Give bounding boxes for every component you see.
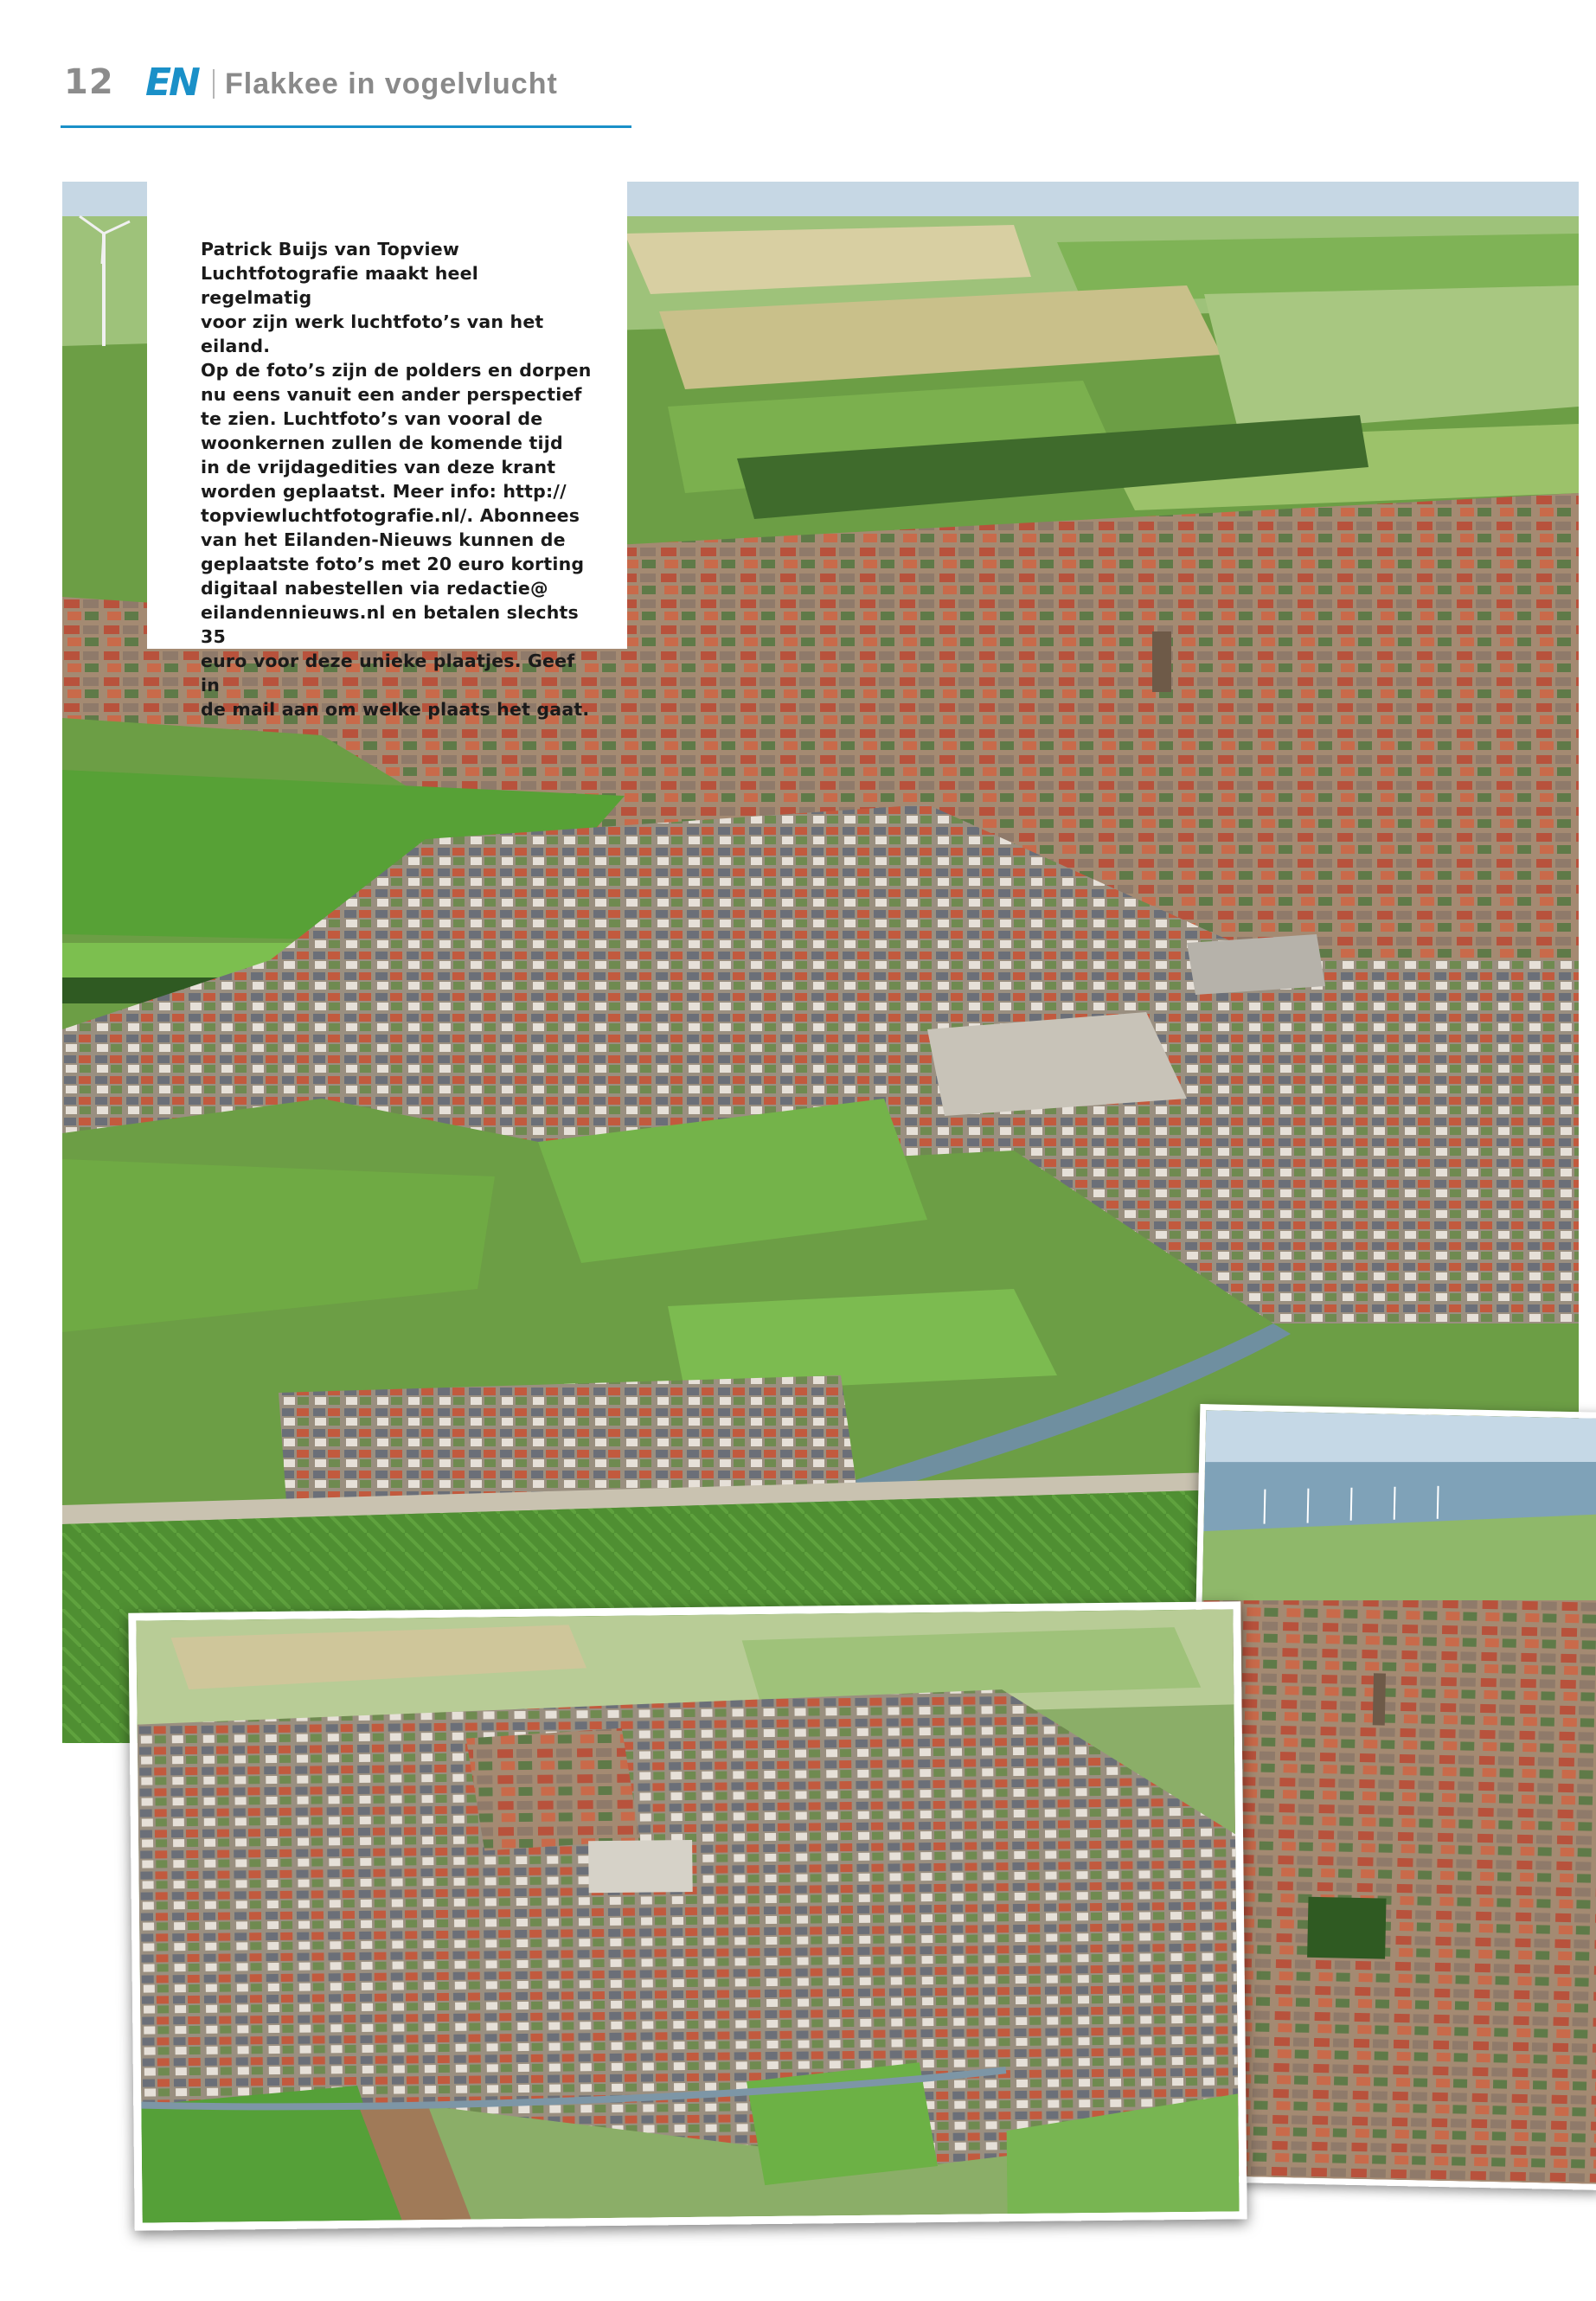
page-header [61,59,631,111]
caption-line: voor zijn werk luchtfoto’s van het eiland. [201,311,544,356]
caption-line: nu eens vanuit een ander perspectief [201,384,582,405]
caption-line: Patrick Buijs van Topview [201,239,459,260]
inset-photo-right [1184,1404,1596,2190]
caption-line: eilandennieuws.nl en betalen slechts 35 [201,602,579,647]
caption-line: van het Eilanden-Nieuws kunnen de [201,529,566,550]
caption-line: Luchtfotografie maakt heel regelmatig [201,263,478,308]
caption-line: de mail aan om welke plaats het gaat. [201,699,590,720]
photo-caption-box [147,182,627,720]
header-separator [213,69,215,99]
caption-line: euro voor deze unieke plaatjes. Geef in [201,651,575,695]
caption-line: topviewluchtfotografie.nl/. Abonnees [201,505,580,526]
newspaper-logo: EN [145,61,198,105]
caption-line: te zien. Luchtfoto’s van vooral de [201,408,543,429]
header-rule [61,125,631,128]
inset-photo-left [128,1601,1247,2230]
caption-line: Op de foto’s zijn de polders en dorpen [201,360,592,381]
caption-line: digitaal nabestellen via redactie@ [201,578,548,599]
caption-line: in de vrijdagedities van deze krant [201,457,556,478]
page-number: 12 [64,62,114,102]
caption-line: woonkernen zullen de komende tijd [201,433,563,453]
caption-line: geplaatste foto’s met 20 euro korting [201,554,585,574]
caption-line: worden geplaatst. Meer info: http:// [201,481,567,502]
section-title: Flakkee in vogelvlucht [225,67,558,100]
